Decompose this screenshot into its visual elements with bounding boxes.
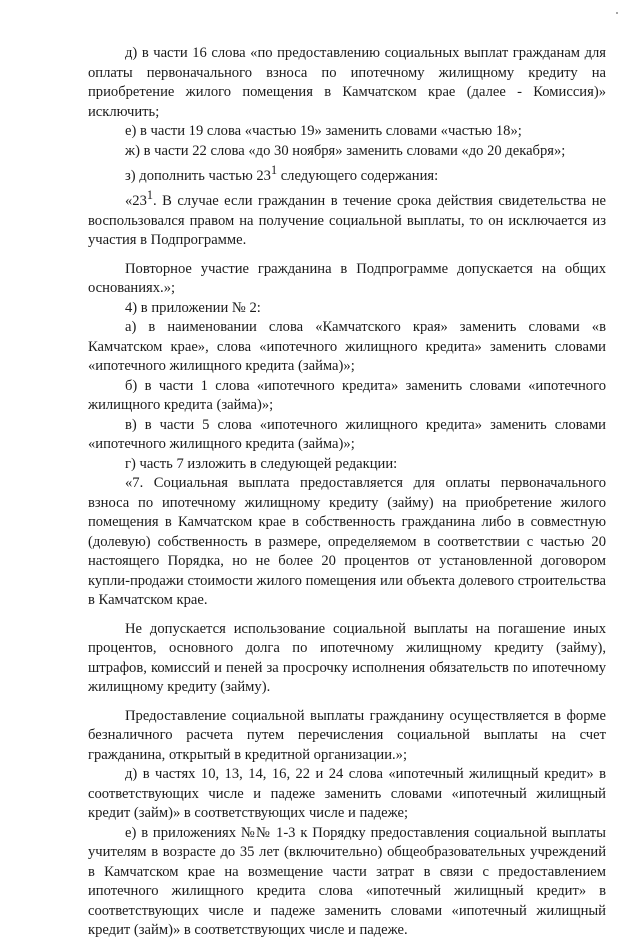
- paragraph-v-part-5: в) в части 5 слова «ипотечного жилищного кредита» заменить словами «ипотечного жилищного кредита (займа)»;: [88, 416, 606, 453]
- superscript: 1: [146, 188, 153, 203]
- paragraph-repeat-participation: Повторное участие гражданина в Подпрограмме допускается на общих основаниях.»;: [88, 260, 606, 297]
- part-23-lead: «23: [125, 193, 147, 210]
- paragraph-z-lead: з) дополнить частью 23: [125, 167, 271, 184]
- scan-dot: [616, 12, 618, 14]
- superscript: 1: [270, 163, 278, 177]
- paragraph-z-add-part: [88, 161, 606, 186]
- part-23-text: . В случае если гражданин в течение срока действия свидетельства не воспользовался правом на получение социальной выплаты, то он исключается из участия в Подпрограмме.: [88, 193, 606, 249]
- paragraph-appendix-2: 4) в приложении № 2:: [125, 299, 261, 316]
- paragraph-not-allowed: Не допускается использование социальной выплаты на погашение иных процентов, основного долга по ипотечному жилищному кредиту (займу), штрафов, комиссий и пеней за просрочку исполнения обязательств по ипотечному жилищному кредиту (займу).: [88, 620, 606, 696]
- paragraph-b-part-1: б) в части 1 слова «ипотечного кредита» заменить словами «ипотечного жилищного кредита (займа)»;: [88, 377, 606, 414]
- paragraph-part-23-1: [88, 186, 606, 250]
- paragraph-d-part-16: д) в части 16 слова «по предоставлению социальных выплат гражданам для оплаты первоначального взноса по ипотечному жилищному кредиту на приобретение жилого помещения в Камчатском крае (далее - Комиссия)» исключить;: [88, 45, 606, 120]
- paragraph-a-title: а) в наименовании слова «Камчатского края» заменить словами «в Камчатском крае», слова «ипотечного жилищного кредита» заменить словами «ипотечного жилищного кредита (займа)»;: [88, 319, 606, 375]
- document-body: [88, 44, 606, 941]
- paragraph-e-appendices: е) в приложениях №№ 1-3 к Порядку предоставления социальной выплаты учителям в возрасте до 35 лет (включительно) общеобразовательных учреждений в Камчатском крае на возмещение части затрат в связи с предоставлением ипотечного жилищного кредита слова «ипотечный жилищный кредит» в соответствующих числе и падеже заменить словами «ипотечный жилищный кредит (займ)» в соответствующих числе и падеже.: [88, 824, 606, 939]
- paragraph-payment-form: Предоставление социальной выплаты гражданину осуществляется в форме безналичного расчета путем перечисления социальной выплаты на счет гражданина, открытый в кредитной организации.»;: [88, 707, 606, 763]
- paragraph-part-7-text: «7. Социальная выплата предоставляется для оплаты первоначального взноса по ипотечному жилищному кредиту (займу) на приобретение жилого помещения в Камчатском крае в собственность гражданина либо в совместную (долевую) собственность в размере, определяемом в соответствии с частью 20 настоящего Порядка, но не более 20 процентов от установленной договором купли-продажи стоимости жилого помещения или объекта долевого строительства в Камчатском крае.: [88, 475, 606, 609]
- paragraph-g-part-7: г) часть 7 изложить в следующей редакции:: [125, 455, 398, 472]
- paragraph-z-tail: следующего содержания:: [277, 167, 439, 184]
- paragraph-d-parts-10-24: д) в частях 10, 13, 14, 16, 22 и 24 слова «ипотечный жилищный кредит» в соответствующих числе и падеже заменить словами «ипотечный жилищный кредит (займ)» в соответствующих числе и падеже;: [88, 766, 606, 822]
- paragraph-e-part-19: е) в части 19 слова «частью 19» заменить словами «частью 18»;: [125, 123, 522, 139]
- paragraph-zh-part-22: ж) в части 22 слова «до 30 ноября» заменить словами «до 20 декабря»;: [125, 142, 566, 159]
